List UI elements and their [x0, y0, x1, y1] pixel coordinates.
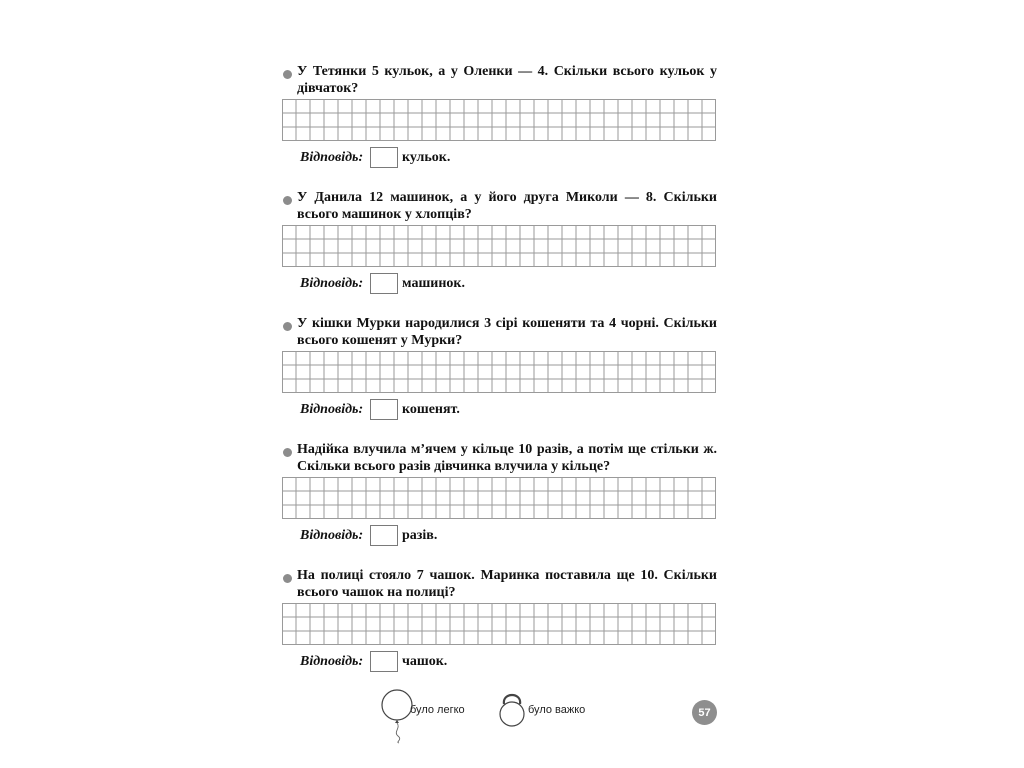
page-number: 57 — [692, 700, 717, 725]
answer-label: Відповідь: — [300, 276, 364, 291]
bullet-point — [283, 322, 292, 331]
answer-unit: кошенят. — [402, 402, 460, 417]
answer-unit: разів. — [402, 528, 438, 543]
bullet-point — [283, 574, 292, 583]
task-2 — [0, 189, 1024, 307]
answer-unit: чашок. — [402, 654, 448, 669]
writing-grid[interactable] — [282, 351, 716, 393]
writing-grid[interactable] — [282, 99, 716, 141]
task-question: Надійка влучила м’ячем у кільце 10 разів, а потім ще стільки ж. Скільки всього разів дівчинка влучила у кільце? — [297, 442, 717, 474]
answer-unit: кульок. — [402, 150, 451, 165]
answer-unit: машинок. — [402, 276, 465, 291]
task-question: На полиці стояло 7 чашок. Маринка поставила ще 10. Скільки всього чашок на полиці? — [297, 568, 717, 600]
answer-label: Відповідь: — [300, 402, 364, 417]
task-question: У Данила 12 машинок, а у його друга Миколи — 8. Скільки всього машинок у хлопців? — [297, 190, 717, 222]
easy-label: було легко — [410, 704, 465, 716]
writing-grid[interactable] — [282, 603, 716, 645]
bullet-point — [283, 70, 292, 79]
answer-box[interactable] — [370, 273, 398, 294]
task-3 — [0, 315, 1024, 433]
writing-grid[interactable] — [282, 477, 716, 519]
answer-label: Відповідь: — [300, 654, 364, 669]
task-question: У Тетянки 5 кульок, а у Оленки — 4. Скільки всього кульок у дівчаток? — [297, 64, 717, 96]
task-5 — [0, 567, 1024, 685]
task-4 — [0, 441, 1024, 559]
answer-box[interactable] — [370, 525, 398, 546]
answer-box[interactable] — [370, 399, 398, 420]
answer-box[interactable] — [370, 147, 398, 168]
answer-box[interactable] — [370, 651, 398, 672]
task-question: У кішки Мурки народилися 3 сірі кошеняти та 4 чорні. Скільки всього кошенят у Мурки? — [297, 316, 717, 348]
bullet-point — [283, 196, 292, 205]
hard-label: було важко — [528, 704, 586, 716]
task-1 — [0, 63, 1024, 181]
self-assessment-footer — [0, 686, 1024, 756]
writing-grid[interactable] — [282, 225, 716, 267]
kettlebell-icon[interactable] — [492, 688, 532, 728]
answer-label: Відповідь: — [300, 528, 364, 543]
bullet-point — [283, 448, 292, 457]
answer-label: Відповідь: — [300, 150, 364, 165]
